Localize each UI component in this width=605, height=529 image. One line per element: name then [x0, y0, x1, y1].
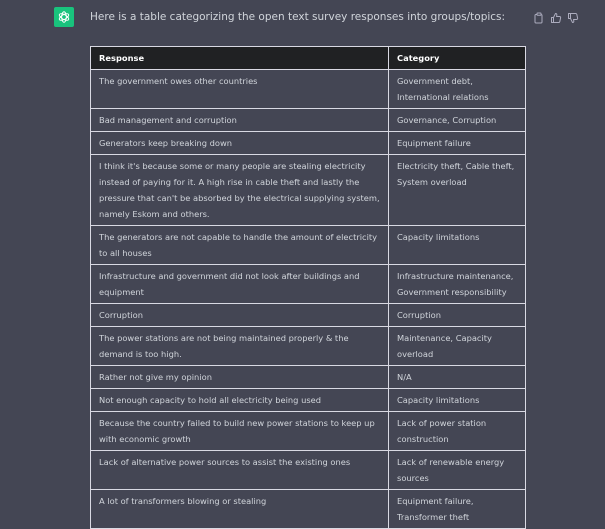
cell-category: Electricity theft, Cable theft, System overload: [389, 155, 526, 226]
cell-category: Equipment failure, Transformer theft: [389, 490, 526, 529]
message-intro-text: Here is a table categorizing the open text survey responses into groups/topics:: [90, 11, 506, 23]
survey-table-container: [90, 46, 525, 529]
cell-response: Not enough capacity to hold all electricity being used: [91, 389, 389, 412]
copy-icon[interactable]: [533, 9, 545, 21]
cell-category: Equipment failure: [389, 132, 526, 155]
cell-response: Generators keep breaking down: [91, 132, 389, 155]
header-response: Response: [91, 47, 389, 70]
table-row: [91, 389, 526, 412]
table-row: [91, 412, 526, 451]
survey-categorization-table: [90, 46, 526, 529]
cell-category: Infrastructure maintenance, Government responsibility: [389, 265, 526, 304]
cell-category: Capacity limitations: [389, 226, 526, 265]
table-row: [91, 265, 526, 304]
cell-category: Government debt, International relations: [389, 70, 526, 109]
cell-response: Infrastructure and government did not look after buildings and equipment: [91, 265, 389, 304]
thumbs-down-icon[interactable]: [567, 9, 579, 21]
table-row: [91, 304, 526, 327]
assistant-avatar: [54, 7, 74, 27]
header-category: Category: [389, 47, 526, 70]
table-row: [91, 109, 526, 132]
cell-response: Corruption: [91, 304, 389, 327]
table-row: [91, 70, 526, 109]
thumbs-up-icon[interactable]: [550, 9, 562, 21]
cell-response: Bad management and corruption: [91, 109, 389, 132]
table-row: [91, 451, 526, 490]
cell-response: Lack of alternative power sources to assist the existing ones: [91, 451, 389, 490]
cell-category: Maintenance, Capacity overload: [389, 327, 526, 366]
cell-response: A lot of transformers blowing or stealing: [91, 490, 389, 529]
cell-response: I think it's because some or many people are stealing electricity instead of paying for it. A high rise in cable theft and lastly the pressure that can't be absorbed by the electrical supplying system, namely Eskom and others.: [91, 155, 389, 226]
cell-response: Rather not give my opinion: [91, 366, 389, 389]
table-row: [91, 366, 526, 389]
cell-response: The government owes other countries: [91, 70, 389, 109]
cell-category: Governance, Corruption: [389, 109, 526, 132]
table-row: [91, 490, 526, 529]
openai-logo-icon: [57, 10, 71, 24]
table-row: [91, 226, 526, 265]
table-row: [91, 155, 526, 226]
cell-response: Because the country failed to build new power stations to keep up with economic growth: [91, 412, 389, 451]
cell-category: Lack of power station construction: [389, 412, 526, 451]
cell-category: Lack of renewable energy sources: [389, 451, 526, 490]
cell-category: Corruption: [389, 304, 526, 327]
cell-category: Capacity limitations: [389, 389, 526, 412]
message-actions: [533, 9, 579, 21]
table-row: [91, 327, 526, 366]
table-row: [91, 132, 526, 155]
cell-response: The power stations are not being maintained properly & the demand is too high.: [91, 327, 389, 366]
table-header-row: [91, 47, 526, 70]
cell-response: The generators are not capable to handle the amount of electricity to all houses: [91, 226, 389, 265]
cell-category: N/A: [389, 366, 526, 389]
